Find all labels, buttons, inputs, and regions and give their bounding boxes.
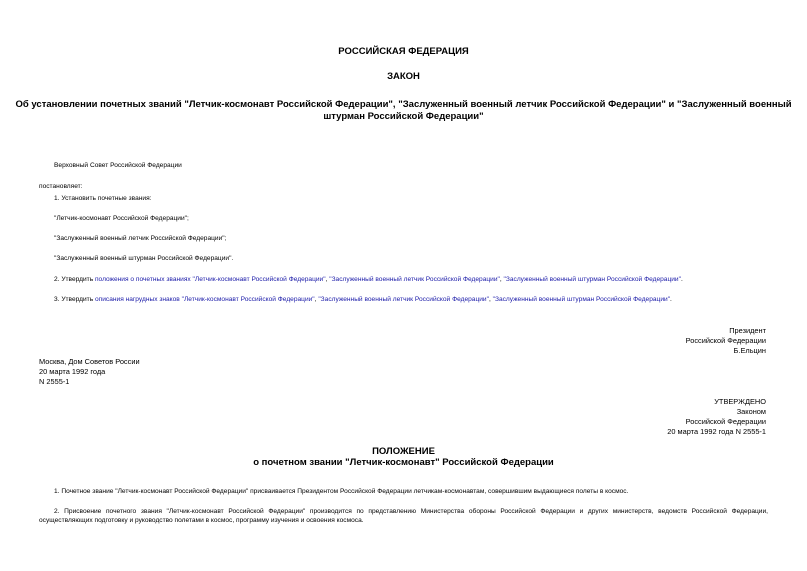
- item-3-link-pilot[interactable]: "Заслуженный военный летчик Российской Федерации": [318, 296, 489, 303]
- item-2-link-navigator[interactable]: "Заслуженный военный штурман Российской Федерации": [503, 276, 681, 283]
- item-2-link-pilot[interactable]: "Заслуженный военный летчик Российской Федерации": [329, 276, 500, 283]
- signature-title: Президент: [729, 326, 766, 335]
- item-2-sep2: ,: [499, 276, 504, 283]
- approved-date: 20 марта 1992 года N 2555-1: [667, 427, 766, 436]
- item-3-link-cosmonaut[interactable]: описания нагрудных знаков "Летчик-космонавт Российской Федерации": [94, 296, 315, 303]
- signature-name: Б.Ельцин: [733, 346, 766, 355]
- item-2-end: .: [680, 276, 683, 283]
- decrees-text: постановляет:: [39, 183, 83, 190]
- regulation-p2: 2. Присвоение почетного звания "Летчик-космонавт Российской Федерации" производится по представлению Министерства обороны Российской Федерации и других министерств, ведомств Российской Федерации, осуществляющих подготовку и руководство полетами в космос, программу изучения и освоения космоса.: [39, 508, 768, 524]
- item-2: [54, 275, 683, 284]
- law-number: N 2555-1: [39, 377, 70, 386]
- signature-block: [686, 326, 766, 356]
- title-b: "Заслуженный военный летчик Российской Федерации";: [54, 235, 227, 242]
- regulation-title: ПОЛОЖЕНИЕ: [372, 446, 435, 457]
- law-title-line2: штурман Российской Федерации": [323, 111, 484, 122]
- item-2-sep1: ,: [325, 276, 330, 283]
- item-3-link-navigator[interactable]: "Заслуженный военный штурман Российской Федерации": [492, 296, 671, 303]
- approved-block: [667, 397, 766, 437]
- approved-label: УТВЕРЖДЕНО: [714, 397, 766, 406]
- item-3-sep2: ,: [488, 296, 493, 303]
- item-3-prefix: 3. Утвердить: [54, 296, 95, 303]
- approved-country: Российской Федерации: [685, 417, 766, 426]
- item-3-end: .: [670, 296, 672, 303]
- header-doc-type: ЗАКОН: [387, 71, 420, 82]
- item-3-sep1: ,: [314, 296, 319, 303]
- signature-country: Российской Федерации: [685, 336, 766, 345]
- law-title-line1: Об установлении почетных званий "Летчик-космонавт Российской Федерации", "Заслуженный военный летчик Российской Федерации" и "Заслуженный военный: [15, 99, 792, 110]
- date: 20 марта 1992 года: [39, 367, 106, 376]
- title-a: "Летчик-космонавт Российской Федерации";: [54, 215, 189, 222]
- header-country: РОССИЙСКАЯ ФЕДЕРАЦИЯ: [338, 46, 469, 57]
- regulation-subtitle: о почетном звании "Летчик-космонавт" Российской Федерации: [253, 457, 554, 468]
- item-1: 1. Установить почетные звания:: [54, 195, 152, 202]
- title-c: "Заслуженный военный штурман Российской Федерации".: [54, 255, 234, 262]
- place: Москва, Дом Советов России: [39, 357, 140, 366]
- place-date-block: [39, 357, 140, 387]
- item-3: [54, 295, 672, 304]
- approved-by: Законом: [736, 407, 766, 416]
- council-text: Верховный Совет Российской Федерации: [54, 162, 182, 169]
- regulation-p1: 1. Почетное звание "Летчик-космонавт Российской Федерации" присваивается Президентом Российской Федерации летчикам-космонавтам, совершившим выдающиеся полеты в космос.: [54, 488, 629, 495]
- item-2-prefix: 2. Утвердить: [54, 276, 95, 283]
- item-2-link-cosmonaut[interactable]: положения о почетных званиях "Летчик-космонавт Российской Федерации": [94, 276, 326, 283]
